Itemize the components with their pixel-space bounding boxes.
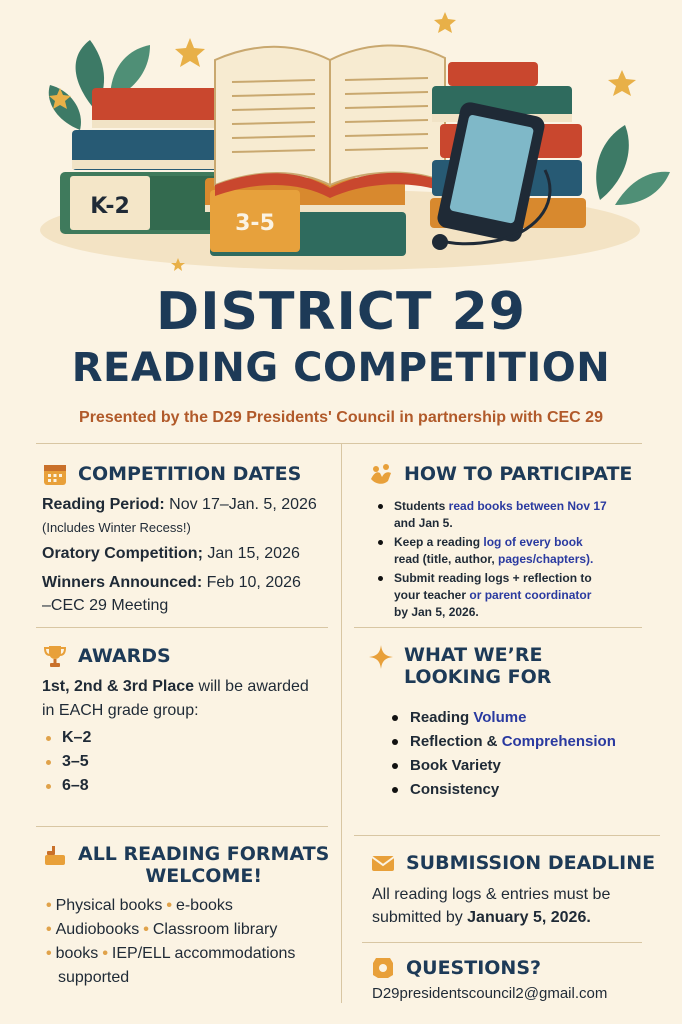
leaf-icon — [596, 125, 670, 205]
list-item: Submit reading logs + reflection to your teacher or parent coordinator by Jan 5, 2026. — [376, 570, 666, 621]
reading-period — [42, 494, 317, 516]
divider — [36, 443, 642, 444]
list-item: 6–8 — [42, 775, 91, 797]
list-item: 3–5 — [42, 751, 91, 773]
star-icon — [175, 38, 205, 67]
contact-email[interactable]: D29presidentscouncil2@gmail.com — [372, 985, 608, 1002]
book-label-k2: K-2 — [90, 194, 130, 219]
participate-list — [376, 498, 666, 623]
divider — [362, 942, 642, 943]
questions-heading — [370, 955, 541, 981]
star-icon — [434, 12, 456, 33]
page-title: DISTRICT 29 — [156, 282, 526, 342]
star-icon — [608, 70, 636, 96]
divider — [36, 627, 328, 628]
oratory-label: Oratory Competition; — [42, 545, 203, 562]
questions-heading-text: QUESTIONS? — [406, 957, 542, 979]
calendar-icon — [42, 461, 68, 487]
formats-list: • Physical books • e-books • Audiobooks • Classroom library • books • IEP/ELL accommodations supported — [46, 897, 296, 986]
participate-heading — [368, 461, 632, 487]
book-icon — [42, 843, 68, 869]
oratory-value: Jan 15, 2026 — [207, 545, 300, 562]
list-item: Consistency — [390, 778, 670, 802]
formats-heading — [42, 843, 329, 887]
criteria-list — [390, 706, 670, 802]
page-title-line2: READING COMPETITION — [71, 345, 611, 391]
open-book — [215, 45, 445, 198]
participate-heading-text: HOW TO PARTICIPATE — [404, 463, 633, 485]
question-badge-icon — [370, 955, 396, 981]
looking-heading-line2: LOOKING FOR — [404, 666, 552, 688]
formats-heading-line1: ALL READING FORMATS — [78, 843, 330, 865]
looking-heading-line1: WHAT WE’RE — [404, 644, 543, 666]
dates-heading-text: COMPETITION DATES — [78, 463, 302, 485]
deadline-line1: All reading logs & entries must be — [372, 886, 611, 903]
divider — [354, 627, 642, 628]
divider — [36, 826, 328, 827]
trophy-icon — [42, 643, 68, 669]
list-item: Reading Volume — [390, 706, 670, 730]
list-item: Keep a reading log of every book read (title, author, pages/chapters). — [376, 534, 666, 568]
dates-heading — [42, 461, 301, 487]
envelope-icon — [370, 850, 396, 876]
awards-heading — [42, 643, 171, 669]
awards-line1: 1st, 2nd & 3rd Place will be awarded — [42, 678, 309, 695]
list-item: K–2 — [42, 727, 91, 749]
list-item: Reflection & Comprehension — [390, 730, 670, 754]
deadline-line2: submitted by January 5, 2026. — [372, 909, 591, 926]
divider — [341, 443, 342, 1003]
list-item: Students read books between Nov 17 and Jan 5. — [376, 498, 666, 532]
book-label-35: 3-5 — [235, 211, 275, 236]
awards-heading-text: AWARDS — [78, 645, 171, 667]
winners-note: –CEC 29 Meeting — [42, 597, 169, 614]
reading-period-label: Reading Period: — [42, 496, 165, 513]
list-item: Book Variety — [390, 754, 670, 778]
deadline-heading — [370, 850, 655, 876]
reading-period-note: (Includes Winter Recess!) — [42, 520, 191, 535]
divider — [354, 835, 660, 836]
awards-line2: in EACH grade group: — [42, 702, 199, 719]
winners-value: Feb 10, 2026 — [206, 574, 301, 591]
looking-heading — [368, 644, 551, 688]
hands-icon — [368, 461, 394, 487]
formats-heading-line2: WELCOME! — [145, 865, 263, 887]
sparkle-icon — [368, 644, 394, 670]
subtitle: Presented by the D29 Presidents' Council in partnership with CEC 29 — [79, 409, 603, 426]
winners-date — [42, 572, 301, 594]
oratory-date — [42, 543, 300, 565]
reading-period-value: Nov 17–Jan. 5, 2026 — [169, 496, 317, 513]
grade-groups — [42, 727, 91, 797]
books-illustration — [0, 0, 682, 280]
deadline-heading-text: SUBMISSION DEADLINE — [406, 852, 656, 874]
winners-label: Winners Announced: — [42, 574, 203, 591]
